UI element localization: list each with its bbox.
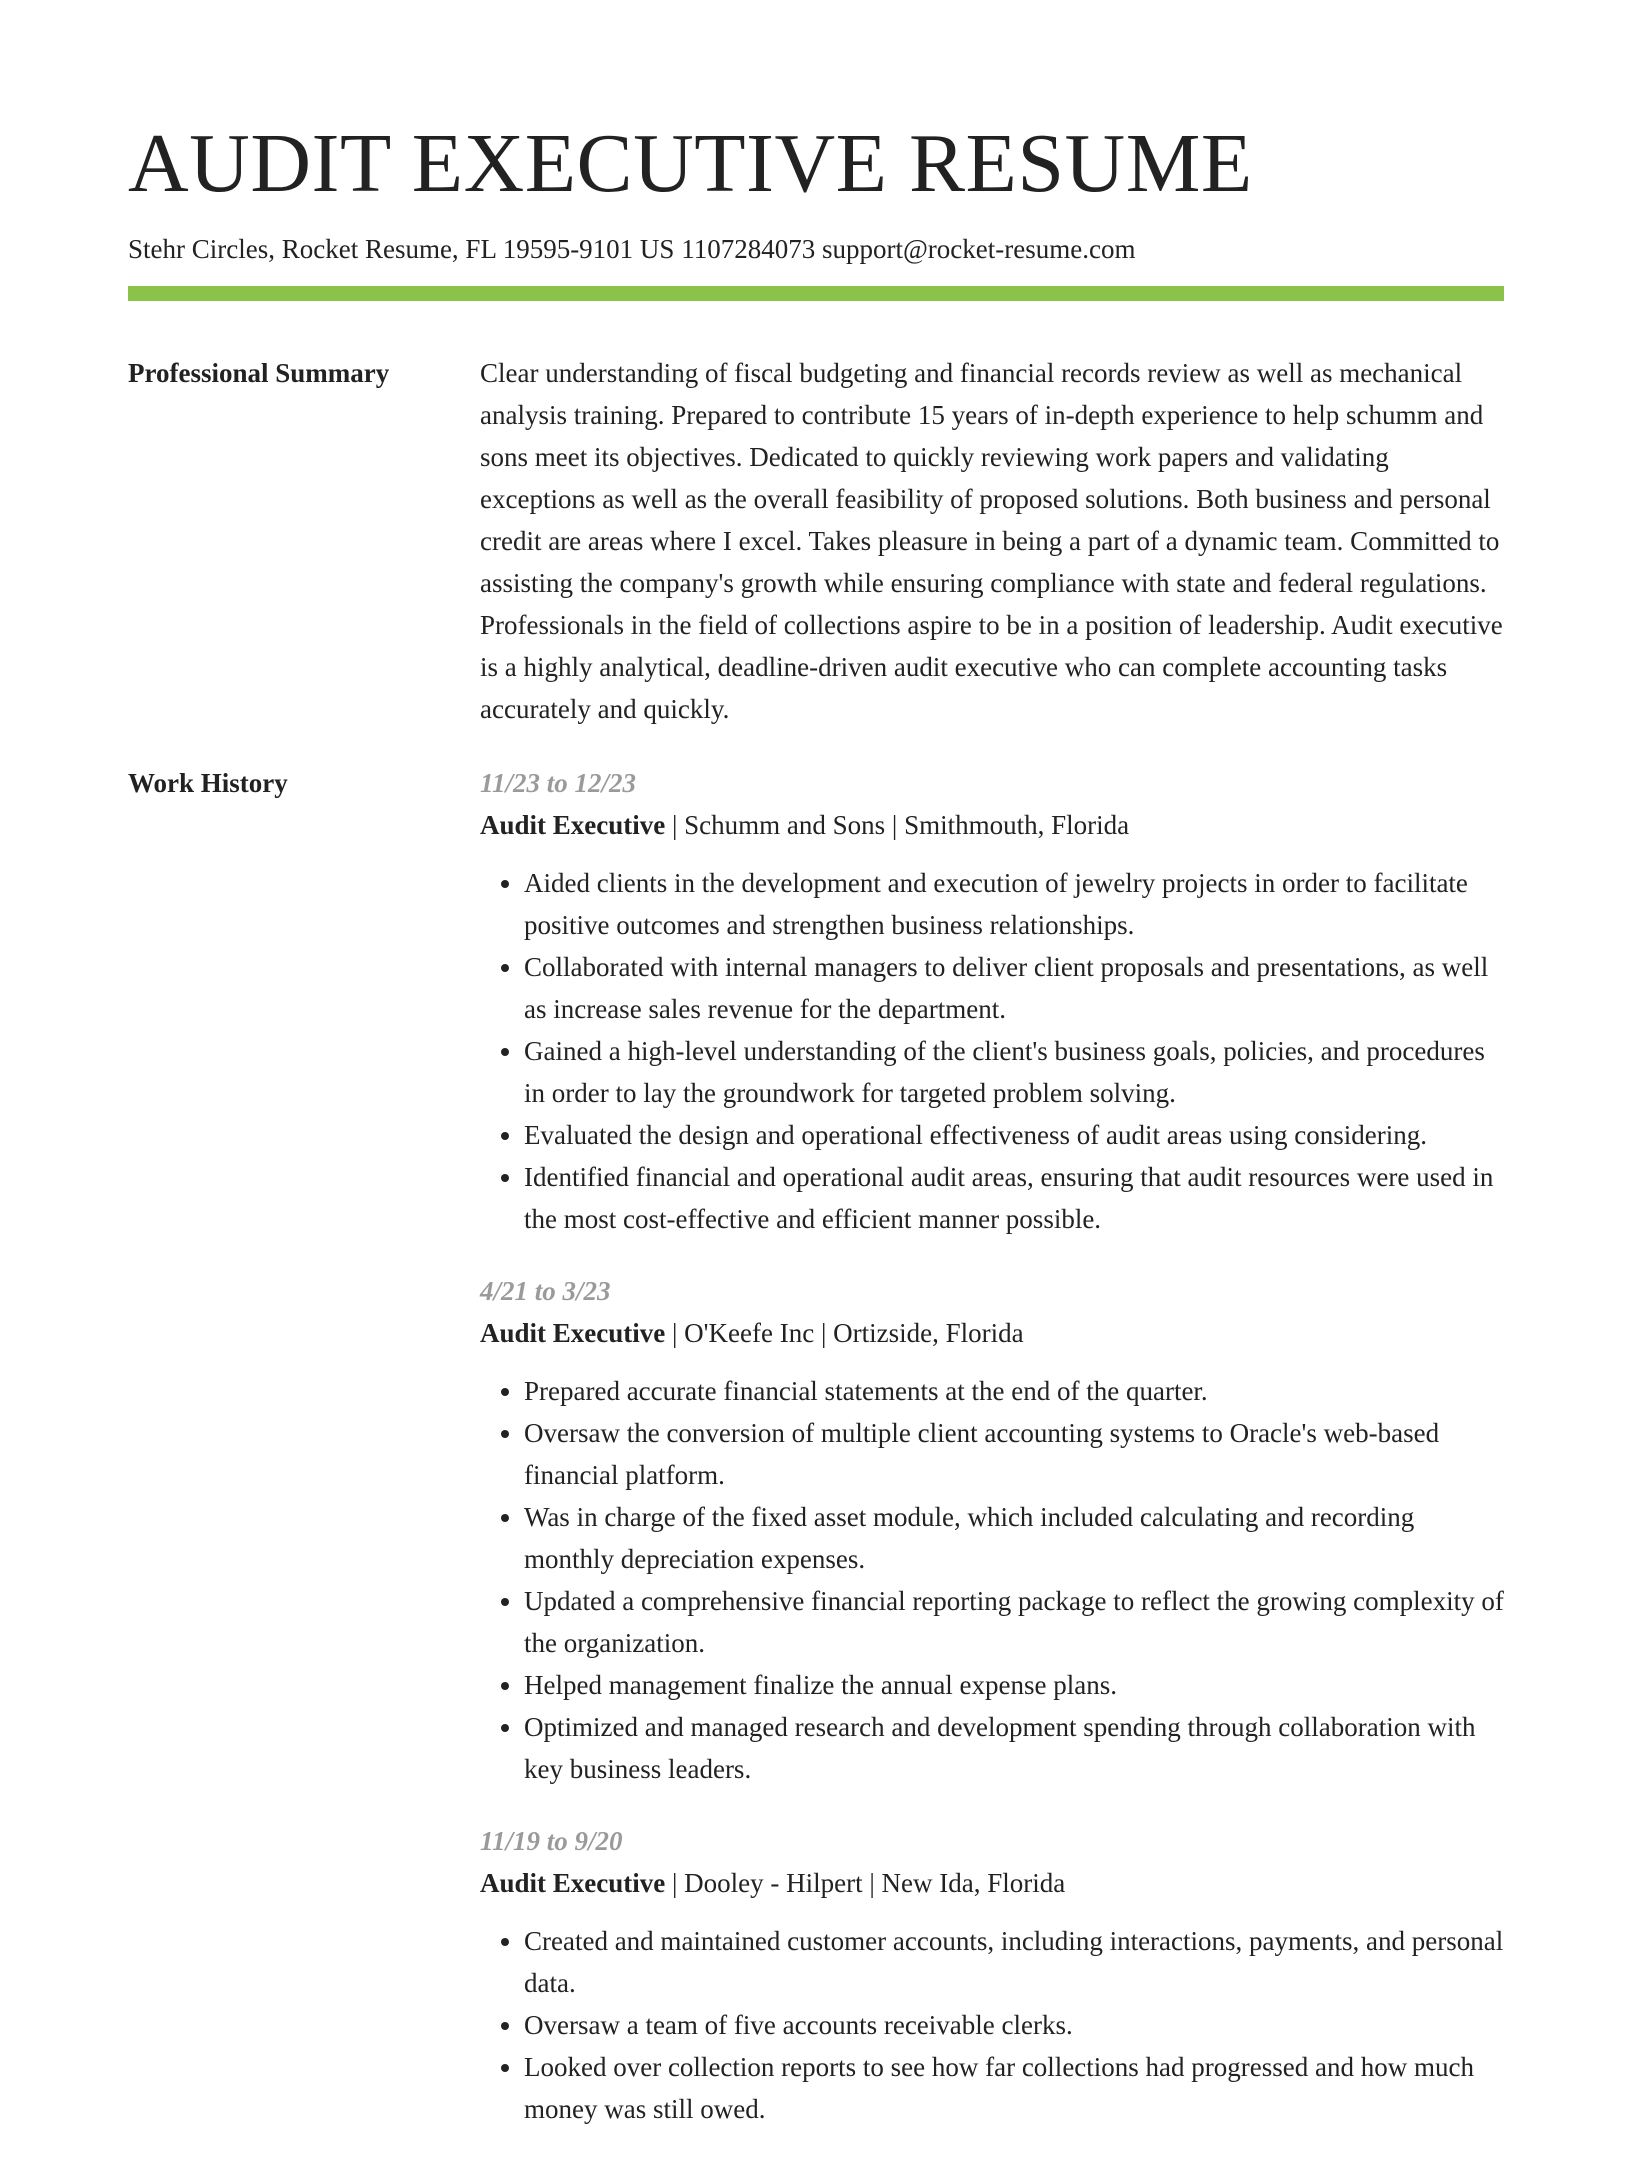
job-bullet: • Aided clients in the development and execution of jewelry projects in order to facilitate positive outcomes and strengthen business relationships. xyxy=(524,862,1504,946)
job-separator: | xyxy=(665,810,685,840)
summary-text: Clear understanding of fiscal budgeting and financial records review as well as mechanical analysis training. Prepared to contribute 15 years of in-depth experience to help schumm and sons meet its objectives. Dedicated to quickly reviewing work papers and validating exceptions as well as the overall feasibility of proposed solutions. Both business and personal credit are areas where I excel. Takes pleasure in being a part of a dynamic team. Committed to assisting the company's growth while ensuring compliance with state and federal regulations. Professionals in the field of collections aspire to be in a position of leadership. Audit executive is a highly analytical, deadline-driven audit executive who can complete accounting tasks accurately and quickly. xyxy=(480,358,1503,724)
job-title: Audit Executive xyxy=(480,810,666,840)
job-separator: | xyxy=(814,1318,834,1348)
job-company: Dooley - Hilpert xyxy=(684,1868,863,1898)
job-entry xyxy=(480,1270,1504,1790)
job-title: Audit Executive xyxy=(480,1868,666,1898)
job-bullet-list xyxy=(480,1920,1504,2130)
job-bullet: • Helped management finalize the annual expense plans. xyxy=(524,1664,1504,1706)
job-bullet: • Oversaw the conversion of multiple client accounting systems to Oracle's web-based financial platform. xyxy=(524,1412,1504,1496)
job-company: Schumm and Sons xyxy=(684,810,886,840)
job-heading xyxy=(480,1862,1504,1904)
job-location: New Ida, Florida xyxy=(881,1868,1066,1898)
work-history-body xyxy=(480,762,1504,2160)
job-location: Ortizside, Florida xyxy=(833,1318,1024,1348)
job-dates: 11/19 to 9/20 xyxy=(480,1826,623,1856)
job-location: Smithmouth, Florida xyxy=(904,810,1130,840)
job-title: Audit Executive xyxy=(480,1318,666,1348)
job-heading xyxy=(480,1312,1504,1354)
job-bullet: • Optimized and managed research and development spending through collaboration with key business leaders. xyxy=(524,1706,1504,1790)
job-separator: | xyxy=(665,1318,685,1348)
job-entry xyxy=(480,1820,1504,2130)
job-separator: | xyxy=(665,1868,685,1898)
job-dates: 4/21 to 3/23 xyxy=(480,1276,611,1306)
contact-line: Stehr Circles, Rocket Resume, FL 19595-9101 US 1107284073 support@rocket-resume.com xyxy=(128,234,1136,264)
section-label-work-history: Work History xyxy=(128,768,288,798)
job-bullet: • Prepared accurate financial statements at the end of the quarter. xyxy=(524,1370,1504,1412)
job-bullet-list xyxy=(480,862,1504,1240)
job-bullet: • Created and maintained customer accounts, including interactions, payments, and personal data. xyxy=(524,1920,1504,2004)
job-bullet: • Collaborated with internal managers to deliver client proposals and presentations, as well as increase sales revenue for the department. xyxy=(524,946,1504,1030)
job-heading xyxy=(480,804,1504,846)
job-bullet: • Updated a comprehensive financial reporting package to reflect the growing complexity of the organization. xyxy=(524,1580,1504,1664)
job-separator: | xyxy=(885,810,905,840)
job-bullet: • Gained a high-level understanding of the client's business goals, policies, and procedures in order to lay the groundwork for targeted problem solving. xyxy=(524,1030,1504,1114)
job-company: O'Keefe Inc xyxy=(684,1318,815,1348)
job-bullet: • Oversaw a team of five accounts receivable clerks. xyxy=(524,2004,1504,2046)
resume-title: AUDIT EXECUTIVE RESUME xyxy=(128,117,1253,210)
job-separator: | xyxy=(862,1868,882,1898)
summary-body xyxy=(480,352,1504,730)
job-bullet: • Evaluated the design and operational effectiveness of audit areas using considering. xyxy=(524,1114,1504,1156)
section-label-summary: Professional Summary xyxy=(128,358,390,388)
job-bullet: • Looked over collection reports to see how far collections had progressed and how much money was still owed. xyxy=(524,2046,1504,2130)
job-entry xyxy=(480,762,1504,1240)
job-dates: 11/23 to 12/23 xyxy=(480,768,637,798)
job-bullet: • Identified financial and operational audit areas, ensuring that audit resources were used in the most cost-effective and efficient manner possible. xyxy=(524,1156,1504,1240)
job-bullet-list xyxy=(480,1370,1504,1790)
header-divider xyxy=(128,286,1504,301)
job-bullet: • Was in charge of the fixed asset module, which included calculating and recording monthly depreciation expenses. xyxy=(524,1496,1504,1580)
